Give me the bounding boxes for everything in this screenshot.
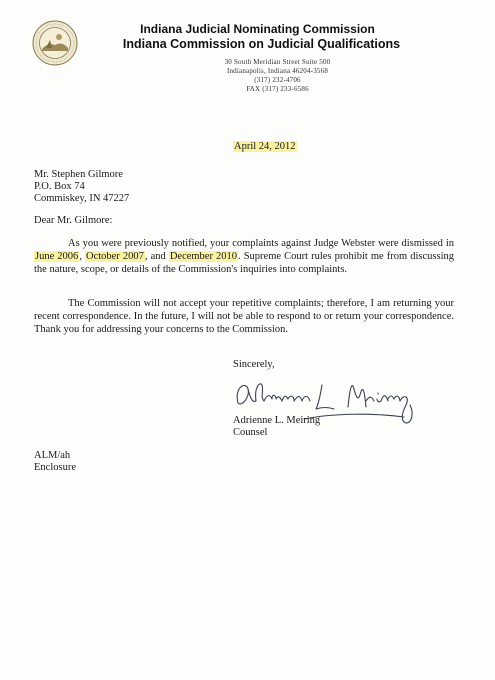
letterhead-title-line2: Indiana Commission on Judicial Qualifications: [122, 37, 401, 51]
paragraph-1-date3: December 2010: [169, 251, 238, 262]
letterhead-address-line2: Indianapolis, Indiana 46204-3568: [226, 67, 329, 75]
salutation: Dear Mr. Gilmore:: [34, 215, 113, 226]
paragraph-1-date2: October 2007: [86, 251, 144, 262]
letterhead-address-line1: 30 South Meridian Street Suite 500: [224, 58, 331, 66]
paragraph-1-part1: As you were previously notified, your complaints against Judge Webster were dismissed in: [68, 238, 454, 249]
letter-date: [233, 141, 297, 152]
enclosure-note: Enclosure: [34, 462, 76, 473]
letterhead-title-line1: Indiana Judicial Nominating Commission: [140, 22, 375, 36]
letterhead-fax: FAX (317) 233-6586: [246, 85, 309, 93]
letter-date-text: April 24, 2012: [234, 141, 296, 152]
paragraph-1-sep2: , and: [144, 251, 169, 262]
closing: Sincerely,: [233, 359, 275, 370]
letterhead-phone: (317) 232-4706: [254, 76, 301, 84]
paragraph-1-sep1: ,: [79, 251, 86, 262]
recipient-line3: Commiskey, IN 47227: [34, 193, 130, 204]
paragraph-2: The Commission will not accept your repetitive complaints; therefore, I am returning your recent correspondence. In the future, I will not be able to respond to or return your correspondence. Thank you for addressing your concerns to the Commission.: [34, 298, 454, 335]
paragraph-1-part2: . Supreme Court rules prohibit me from discussing the nature, scope, or details of the Commission's inquiries into complaints.: [34, 251, 454, 275]
signer-title: Counsel: [233, 427, 268, 438]
recipient-line2: P.O. Box 74: [34, 181, 85, 192]
paragraph-1: [34, 237, 454, 276]
signer-name: Adrienne L. Meiring: [233, 415, 321, 426]
paragraph-1-date1: June 2006: [35, 251, 79, 262]
recipient-name: Mr. Stephen Gilmore: [34, 169, 123, 180]
initials: ALM/ah: [34, 450, 71, 461]
